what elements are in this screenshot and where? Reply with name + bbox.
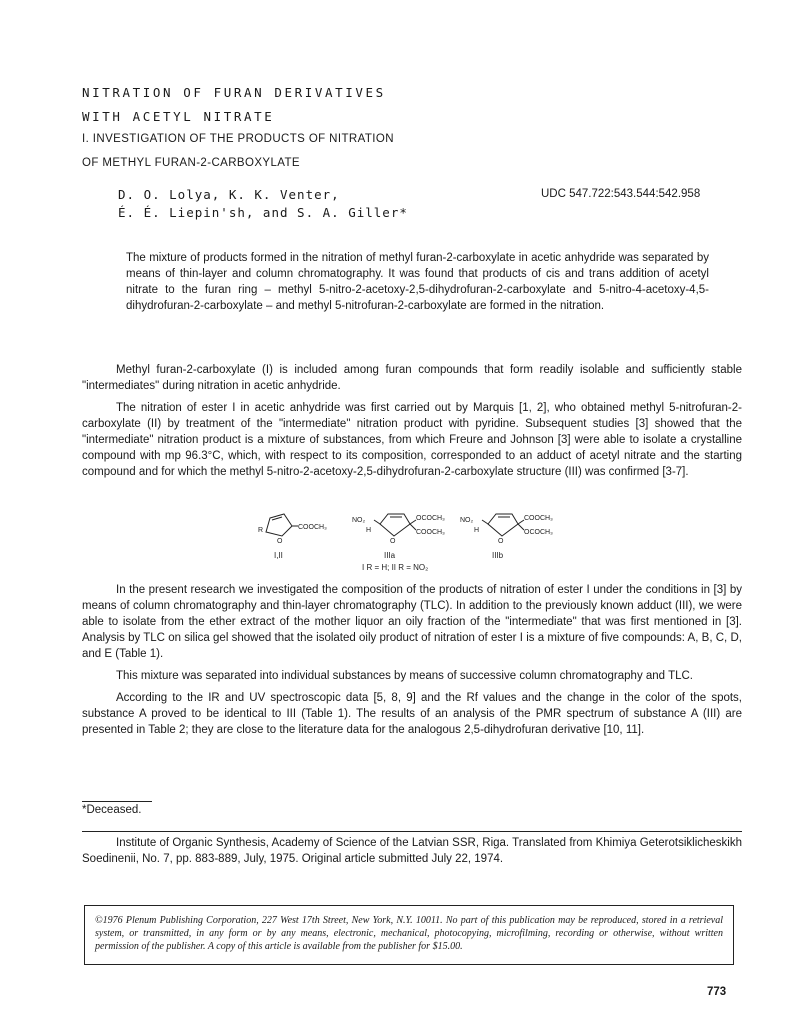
o-label-1: O xyxy=(277,538,283,545)
authors-line-2: É. É. Liepin'sh, and S. A. Giller* xyxy=(118,205,408,220)
cooch3-label-2: COOCH₃ xyxy=(416,529,445,536)
o-label-2: O xyxy=(390,538,396,545)
cooch3-label-3: COOCH₃ xyxy=(524,515,553,522)
institute-note: Institute of Organic Synthesis, Academy of Science of the Latvian SSR, Riga. Translated from Khimiya Geterotsiklicheskikh Soedinenii, No. 7, pp. 883-889, July, 1975. Original article submitted July 22, 1974. xyxy=(82,837,742,865)
structure-3 xyxy=(482,514,524,536)
paragraph-4: This mixture was separated into individual substances by means of successive column chromatography and TLC. xyxy=(116,670,693,682)
authors-line-1: D. O. Lolya, K. K. Venter, xyxy=(118,187,340,202)
title-line-2: WITH ACETYL NITRATE xyxy=(82,109,275,124)
institute-divider xyxy=(82,831,742,832)
structure-2 xyxy=(374,514,416,536)
label-iiib: IIIb xyxy=(492,551,504,560)
footnote: *Deceased. xyxy=(82,804,142,816)
ococh3-label-2: OCOCH₃ xyxy=(524,529,553,536)
subtitle-line-1: I. INVESTIGATION OF THE PRODUCTS OF NITRATION xyxy=(82,133,394,145)
subtitle-line-2: OF METHYL FURAN-2-CARBOXYLATE xyxy=(82,157,300,169)
copyright-text: ©1976 Plenum Publishing Corporation, 227 West 17th Street, New York, N.Y. 10011. No part of this publication may be reproduced, stored in a retrieval system, or transmitted, in any form or by any means, electronic, mechanical, photocopying, microfilming, recording or otherwise, without written permission of the publisher. A copy of this article is available from the publisher for $15.00. xyxy=(95,915,723,952)
no2-label-1: NO₂ xyxy=(352,517,366,524)
o-label-3: O xyxy=(498,538,504,545)
cooch3-label-1: COOCH₃ xyxy=(298,524,327,531)
page-number: 773 xyxy=(707,986,727,998)
paragraph-5: According to the IR and UV spectroscopic data [5, 8, 9] and the Rf values and the change in the color of the spots, substance A proved to be identical to III (Table 1). The results of an analysis of the PMR spectrum of substance A (III) are presented in Table 2; they are close to the literature data for the analogous 2,5-dihydrofuran derivative [10, 11]. xyxy=(82,692,742,736)
paragraph-3: In the present research we investigated the composition of the products of nitration of ester I under the conditions in [3] by means of column chromatography and thin-layer chromatography (TLC). In addition to the previously known adduct (III), we were able to isolate from the ether extract of the mother liquor an oily fraction of the "intermediate" that was first mentioned in [3]. Analysis by TLC on silica gel showed that the isolated oily product of nitration of ester I is a mixture of five compounds: A, B, C, D, and E (Table 1). xyxy=(82,584,742,660)
ococh3-label-1: OCOCH₃ xyxy=(416,515,445,522)
copyright-box xyxy=(84,905,734,965)
chemical-scheme xyxy=(248,508,568,574)
abstract: The mixture of products formed in the nitration of methyl furan-2-carboxylate in acetic anhydride was separated by means of thin-layer and column chromatography. It was found that products of cis and trans addition of acetyl nitrate to the furan ring – methyl 5-nitro-2-acetoxy-2,5-dihydrofuran-2-carboxylate and 5-nitro-4-acetoxy-4,5-dihydrofuran-2-carboxylate – and methyl 5-nitrofuran-2-carboxylate are formed in the nitration. xyxy=(126,252,709,312)
paragraph-2: The nitration of ester I in acetic anhydride was first carried out by Marquis [1, 2], who obtained methyl 5-nitrofuran-2-carboxylate (II) by treatment of the "intermediate" nitration product with pyridine. Subsequent studies [3] showed that the "intermediate" nitration product is a mixture of substances, from which Freure and Johnson [3] were able to isolate a crystalline compound with mp 96.3°C, which, with respect to its composition, corresponded to an adduct of acetyl nitrate and the starting compound and for which the methyl 5-nitro-2-acetoxy-2,5-dihydrofuran-2-carboxylate structure (III) was confirmed [3-7]. xyxy=(82,402,742,478)
title-line-1: NITRATION OF FURAN DERIVATIVES xyxy=(82,85,386,100)
h-label-2: H xyxy=(474,527,480,534)
label-iiia: IIIa xyxy=(384,551,396,560)
body-text-bottom xyxy=(82,582,742,738)
h-label-1: H xyxy=(366,527,372,534)
structure-1 xyxy=(266,514,298,536)
footnote-divider xyxy=(82,801,152,802)
udc-code: UDC 547.722:543.544:542.958 xyxy=(541,188,701,200)
r-label: R xyxy=(258,527,264,534)
label-i-ii: I,II xyxy=(274,551,283,560)
no2-label-2: NO₂ xyxy=(460,517,474,524)
body-text-top xyxy=(82,362,742,480)
scheme-caption: I R = H; II R = NO₂ xyxy=(362,563,429,572)
paragraph-1: Methyl furan-2-carboxylate (I) is included among furan compounds that form readily isolable and sufficiently stable "intermediates" during nitration in acetic anhydride. xyxy=(82,364,742,392)
